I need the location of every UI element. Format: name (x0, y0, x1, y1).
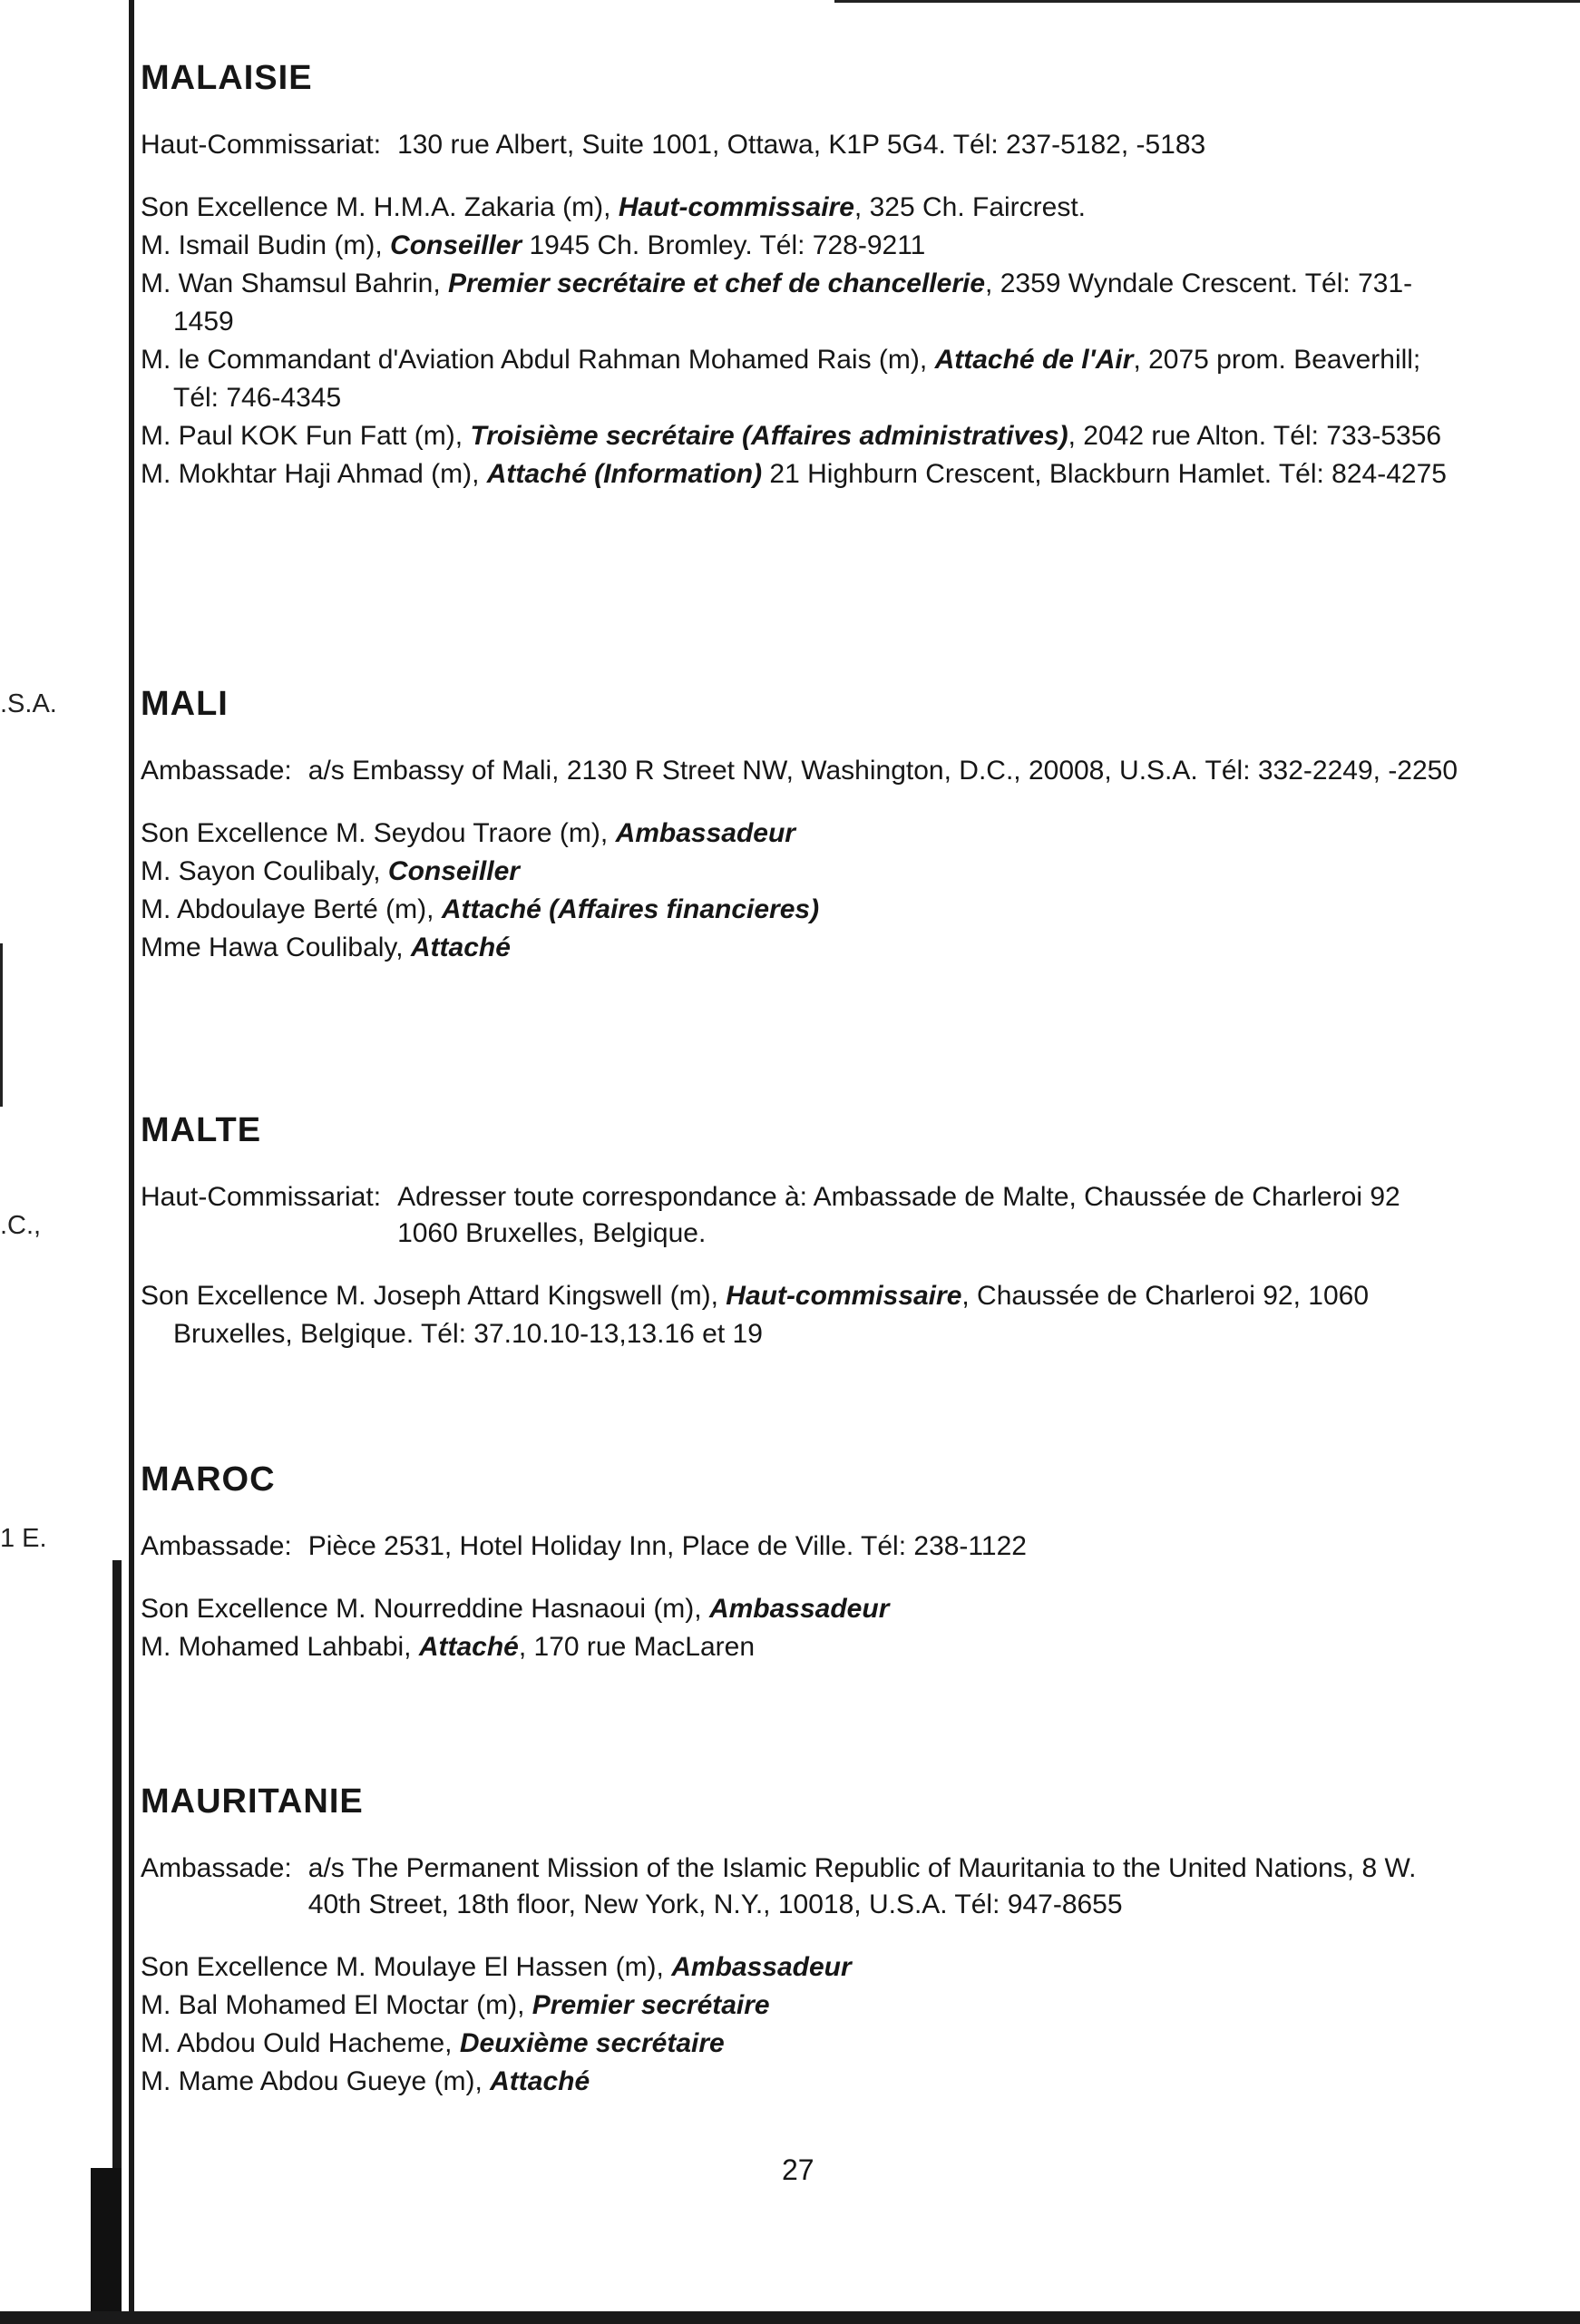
staff-list (141, 1948, 1465, 2101)
staff-entry: M. Mohamed Lahbabi, Attaché, 170 rue MacLaren (141, 1632, 756, 1662)
staff-entry: M. Wan Shamsul Bahrin, Premier secrétaire et chef de chancellerie, 2359 Wyndale Crescent. Tél: 731-1459 (141, 269, 1413, 337)
staff-entry: Mme Hawa Coulibaly, Attaché (141, 933, 511, 962)
staff-entry: M. Mokhtar Haji Ahmad (m), Attaché (Information) 21 Highburn Crescent, Blackburn Hamlet. Tél: 824-4275 (141, 459, 1447, 489)
staff-title: Troisième secrétaire (Affaires administratives) (470, 421, 1068, 451)
staff-title: Ambassadeur (671, 1952, 852, 1982)
country-title: MALTE (141, 1111, 262, 1149)
country-section-maroc (141, 1456, 1465, 1666)
address-label: Haut-Commissariat: (141, 1182, 382, 1212)
staff-entry: Son Excellence M. Seydou Traore (m), Ambassadeur (141, 818, 795, 848)
mission-address (141, 1528, 1465, 1565)
staff-entry: M. Abdou Ould Hacheme, Deuxième secrétaire (141, 2028, 725, 2058)
staff-title: Ambassadeur (615, 818, 795, 848)
address-text: 130 rue Albert, Suite 1001, Ottawa, K1P 5G4. Tél: 237-5182, -5183 (397, 130, 1206, 160)
staff-title: Conseiller (387, 856, 520, 886)
staff-entry: M. Sayon Coulibaly, Conseiller (141, 856, 520, 886)
country-title: MALAISIE (141, 59, 313, 97)
staff-entry: M. Ismail Budin (m), Conseiller 1945 Ch. Bromley. Tél: 728-9211 (141, 230, 926, 260)
staff-list (141, 189, 1465, 493)
address-text: a/s Embassy of Mali, 2130 R Street NW, Washington, D.C., 20008, U.S.A. Tél: 332-2249, -2250 (307, 756, 1458, 786)
staff-title: Conseiller (390, 230, 522, 260)
address-label: Ambassade: (141, 1531, 292, 1561)
address-label: Ambassade: (141, 1853, 292, 1883)
staff-entry: Son Excellence M. Moulaye El Hassen (m), Ambassadeur (141, 1952, 852, 1982)
binding-shadow-bottom (91, 2168, 122, 2324)
staff-title: Attaché (418, 1632, 519, 1662)
staff-entry: M. Paul KOK Fun Fatt (m), Troisième secrétaire (Affaires administratives), 2042 rue Alton. Tél: 733-5356 (141, 421, 1442, 451)
staff-entry: M. Bal Mohamed El Moctar (m), Premier secrétaire (141, 1990, 770, 2020)
staff-entry: M. Abdoulaye Berté (m), Attaché (Affaires financieres) (141, 894, 820, 924)
staff-entry: M. Mame Abdou Gueye (m), Attaché (141, 2066, 590, 2096)
staff-entry: Son Excellence M. Nourreddine Hasnaoui (m), Ambassadeur (141, 1594, 890, 1624)
staff-title: Deuxième secrétaire (459, 2028, 725, 2058)
country-section-mauritanie (141, 1778, 1465, 2101)
staff-entry: M. le Commandant d'Aviation Abdul Rahman Mohamed Rais (m), Attaché de l'Air, 2075 prom. Beaverhill; Tél: 746-4345 (141, 345, 1421, 413)
mission-address (141, 1179, 1465, 1252)
staff-title: Premier secrétaire et chef de chancellerie (448, 269, 986, 298)
country-title: MAROC (141, 1460, 276, 1499)
country-title: MALI (141, 685, 229, 723)
country-title: MAURITANIE (141, 1782, 364, 1821)
mission-address (141, 1850, 1465, 1923)
staff-entry: Son Excellence M. H.M.A. Zakaria (m), Haut-commissaire, 325 Ch. Faircrest. (141, 192, 1087, 222)
staff-list (141, 1277, 1465, 1353)
page-number: 27 (782, 2153, 814, 2186)
staff-entry: Son Excellence M. Joseph Attard Kingswell (m), Haut-commissaire, Chaussée de Charleroi 92, 1060 Bruxelles, Belgique. Tél: 37.10.10-13,13.16 et 19 (141, 1281, 1370, 1349)
left-edge-line (0, 943, 3, 1107)
staff-title: Haut-commissaire (726, 1281, 962, 1311)
address-label: Ambassade: (141, 756, 292, 786)
top-edge-line (834, 0, 1580, 3)
margin-fragment: .C., (0, 1211, 42, 1240)
staff-title: Attaché (Affaires financieres) (441, 894, 820, 924)
mission-address (141, 127, 1465, 163)
mission-address (141, 753, 1465, 789)
margin-fragment: .S.A. (0, 689, 57, 718)
bottom-edge-line (0, 2311, 1580, 2324)
address-text: Adresser toute correspondance à: Ambassade de Malte, Chaussée de Charleroi 92 1060 Bruxelles, Belgique. (397, 1182, 1400, 1248)
address-label: Haut-Commissariat: (141, 130, 382, 160)
margin-fragment: 1 E. (0, 1524, 47, 1553)
country-section-mali (141, 680, 1465, 967)
staff-title: Ambassadeur (708, 1594, 890, 1624)
staff-title: Premier secrétaire (532, 1990, 770, 2020)
address-text: a/s The Permanent Mission of the Islamic Republic of Mauritania to the United Nations, 8 W. 40th Street, 18th floor, New York, N.Y., 10018, U.S.A. Tél: 947-8655 (307, 1853, 1417, 1919)
staff-title: Haut-commissaire (618, 192, 854, 222)
address-text: Pièce 2531, Hotel Holiday Inn, Place de Ville. Tél: 238-1122 (307, 1531, 1027, 1561)
staff-list (141, 1590, 1465, 1666)
staff-title: Attaché (410, 933, 511, 962)
staff-title: Attaché de l'Air (934, 345, 1134, 375)
staff-title: Attaché (490, 2066, 590, 2096)
country-section-malte (141, 1107, 1465, 1353)
country-section-malaisie (141, 54, 1465, 493)
staff-list (141, 815, 1465, 967)
staff-title: Attaché (Information) (486, 459, 763, 489)
binding-edge (129, 0, 134, 2324)
